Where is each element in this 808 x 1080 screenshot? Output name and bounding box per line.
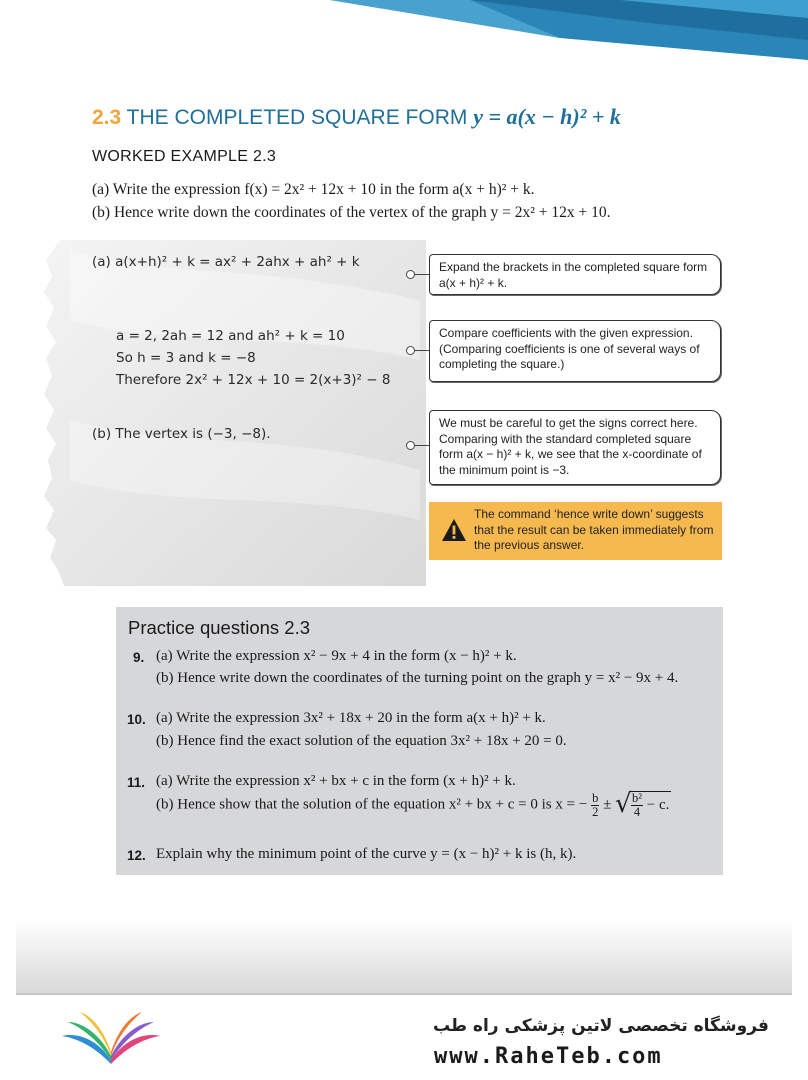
q12-number: 12. [127, 848, 146, 863]
connector-knob-3 [406, 441, 415, 450]
note-compare-line-1: Compare coefficients with the given expression. [439, 326, 693, 340]
q11-root-numerator: b² [632, 791, 643, 805]
section-title-equation: y = a(x − h)² + k [473, 104, 621, 129]
solution-line-3: Therefore 2x² + 12x + 10 = 2(x+3)² − 8 [116, 372, 391, 388]
q11-root-fraction [631, 792, 643, 819]
connector-line-1 [415, 274, 429, 275]
q11-fraction-numerator: b [592, 790, 599, 805]
note-compare-coefficients [429, 320, 721, 382]
solution-line-2: So h = 3 and k = −8 [116, 350, 256, 366]
warning-triangle-icon [441, 518, 467, 542]
top-banner [0, 0, 808, 60]
solution-line-a: (a) a(x+h)² + k = ax² + 2ahx + ah² + k [92, 254, 360, 270]
q9-part-b: (b) Hence write down the coordinates of the turning point on the graph y = x² − 9x + 4. [156, 670, 679, 686]
solution-line-1: a = 2, 2ah = 12 and ah² + k = 10 [116, 328, 345, 344]
practice-questions-box [116, 607, 723, 875]
worked-question-a: (a) Write the expression f(x) = 2x² + 12x + 10 in the form a(x + h)² + k. [92, 181, 535, 198]
section-title [92, 104, 621, 130]
note-expand-brackets: Expand the brackets in the completed square form a(x + h)² + k. [429, 254, 721, 295]
q11-part-a: (a) Write the expression x² + bx + c in the form (x + h)² + k. [156, 773, 516, 789]
worked-question-b: (b) Hence write down the coordinates of the vertex of the graph y = 2x² + 12x + 10. [92, 204, 611, 221]
footer-brand-persian: فروشگاه تخصصی لاتین پزشکی راه طب [433, 1016, 769, 1036]
q11-part-b [156, 791, 671, 819]
q10-number: 10. [127, 712, 146, 727]
solution-panel-background [40, 240, 426, 586]
q12-text: Explain why the minimum point of the curve y = (x − h)² + k is (h, k). [156, 846, 577, 862]
q11-part-b-text: (b) Hence show that the solution of the equation x² + bx + c = 0 is x = − [156, 796, 588, 813]
footer-brand-url: www.RaheTeb.com [434, 1044, 663, 1069]
book-logo-icon [58, 1010, 164, 1068]
connector-knob-2 [406, 346, 415, 355]
q11-square-root [615, 791, 671, 819]
connector-line-2 [415, 350, 429, 351]
practice-title: Practice questions 2.3 [128, 617, 311, 638]
q11-root-tail: − c. [646, 796, 670, 813]
note-signs: We must be careful to get the signs correct here. Comparing with the standard completed square form a(x − h)² + k, we see that the x-coordinate of the minimum point is −3. [429, 410, 721, 485]
q11-fraction [591, 792, 599, 819]
connector-line-3 [415, 445, 429, 446]
q11-fraction-denominator: 2 [592, 804, 599, 819]
warning-text: The command ‘hence write down’ suggests that the result can be taken immediately from the previous answer. [474, 507, 714, 552]
solution-panel [40, 240, 426, 586]
warning-box [429, 502, 722, 560]
footer-divider [16, 993, 792, 995]
section-number: 2.3 [92, 106, 122, 129]
q11-number: 11. [127, 775, 146, 790]
connector-knob-1 [406, 270, 415, 279]
q10-part-a: (a) Write the expression 3x² + 18x + 20 in the form a(x + h)² + k. [156, 710, 546, 726]
q9-number: 9. [133, 650, 145, 665]
q11-plus-minus: ± [603, 796, 612, 813]
footer-fade [16, 920, 792, 994]
q10-part-b: (b) Hence find the exact solution of the equation 3x² + 18x + 20 = 0. [156, 733, 567, 749]
solution-line-b: (b) The vertex is (−3, −8). [92, 426, 271, 442]
q9-part-a: (a) Write the expression x² − 9x + 4 in the form (x − h)² + k. [156, 648, 517, 664]
radical-sign-icon: √ [615, 789, 632, 819]
q11-root-denominator: 4 [633, 805, 641, 819]
note-compare-line-2: (Comparing coefficients is one of several ways of completing the square.) [439, 341, 700, 371]
worked-example-title: WORKED EXAMPLE 2.3 [92, 148, 277, 165]
section-title-text: THE COMPLETED SQUARE FORM [126, 106, 468, 129]
